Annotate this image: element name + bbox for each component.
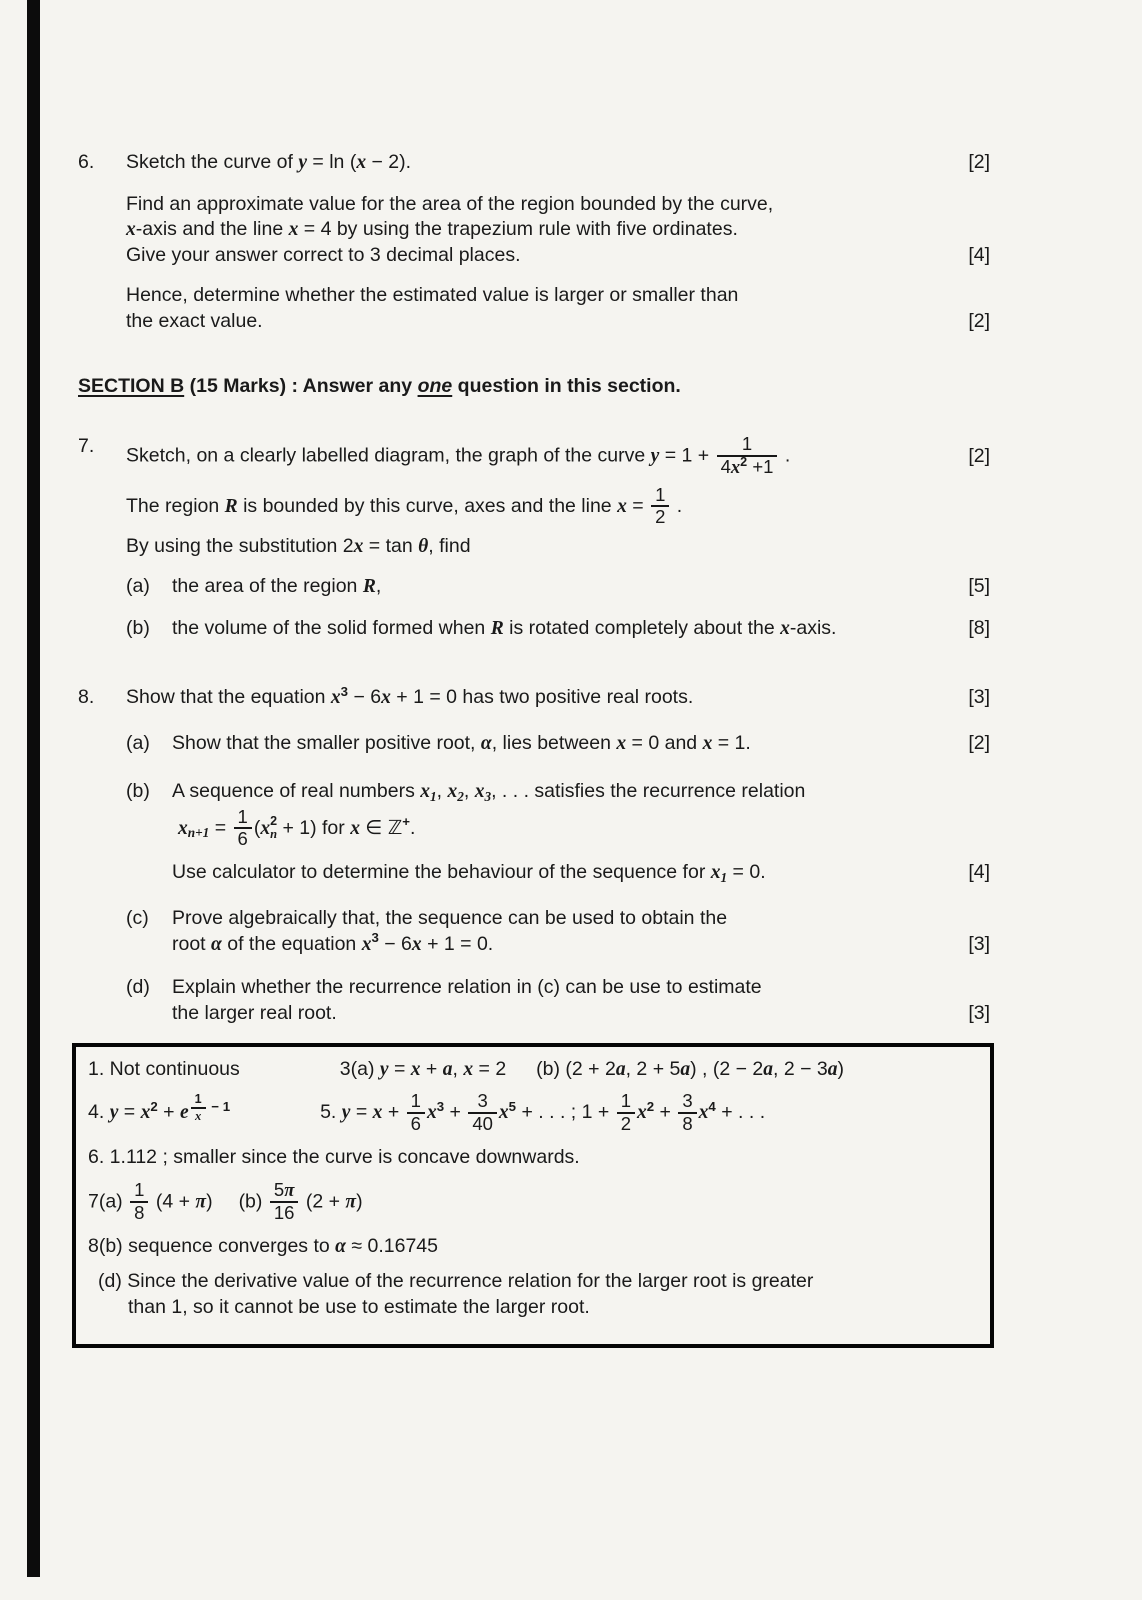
- answer-row-2: 4. $y = x^2 + e$ $^{\frac{1}{x} - 1}$ 5. y = x + $\frac{1}{6}$ $x^3$ + $\frac{3}{40}$ $x^5$ + . . . ; 1 + $\frac{1}{2}$ $x^2$ + $\frac{3}{8}$ $x^4$ + . . .: [88, 1090, 766, 1135]
- question-8d-label: (d): [126, 976, 150, 999]
- question-6-para1: [126, 192, 990, 269]
- question-8c: [126, 906, 990, 957]
- question-6-marks: [2]: [968, 151, 990, 173]
- question-8b-label: (b): [126, 779, 150, 802]
- question-8b-use-marks: [4]: [968, 861, 990, 884]
- question-8c-text: Prove algebraically that, the sequence can be used to obtain the root α of the equation $x^3 - 6x + 1 = 0$.: [172, 906, 728, 955]
- question-8b-intro: A sequence of real numbers x1, x2, x3, . . . satisfies the recurrence relation: [172, 779, 806, 804]
- question-8b: [126, 779, 990, 886]
- question-7b-text: the volume of the solid formed when R is rotated completely about the x-axis.: [172, 616, 837, 639]
- answer-row-1: 1. Not continuous 3(a) y = x + a, x = 2 (b) (2 + 2a, 2 + 5a) , (2 − 2a, 2 − 3a): [88, 1057, 844, 1080]
- question-7b-marks: [8]: [968, 616, 990, 639]
- question-8c-marks: [3]: [968, 932, 990, 955]
- question-7b: [126, 616, 990, 642]
- question-6-line1: [78, 150, 990, 176]
- question-7-line2: [126, 485, 990, 529]
- question-7a-text: the area of the region R,: [172, 574, 382, 597]
- answer-row-3: 6. 1.112 ; smaller since the curve is concave downwards.: [88, 1145, 580, 1168]
- question-6-para2-marks: [2]: [968, 309, 990, 332]
- question-8b-formula: xn+1 = $\frac{1}{6}$ (x 2 n + 1) for x ∈ ℤ+.: [178, 805, 416, 850]
- question-8d-text: Explain whether the recurrence relation in (c) can be use to estimate the larger real root.: [172, 976, 762, 1024]
- question-7a-marks: [5]: [968, 574, 990, 597]
- question-8a-marks: [2]: [968, 732, 990, 755]
- question-8a-text: Show that the smaller positive root, α, lies between x = 0 and x = 1.: [172, 732, 751, 755]
- answer-row-6: (d) Since the derivative value of the recurrence relation for the larger root is greater than 1, so it cannot be use to estimate the larger root.: [98, 1269, 814, 1318]
- question-8d: [126, 975, 990, 1026]
- question-8a: [126, 731, 990, 757]
- question-7-line3-text: By using the substitution 2x = tan θ, find: [126, 535, 471, 558]
- section-b-heading: SECTION B (15 Marks) : Answer any one question in this section.: [78, 375, 681, 398]
- answers-box: [72, 1043, 994, 1349]
- question-8b-body: [172, 779, 990, 886]
- question-6-para2: [126, 283, 990, 334]
- question-7b-label: (b): [126, 616, 150, 639]
- question-6-text: Sketch the curve of y = ln (x − 2).: [126, 151, 412, 173]
- page-content: [78, 150, 990, 1348]
- scan-edge-bar: [27, 0, 40, 1577]
- question-8b-use: [172, 860, 990, 886]
- question-8c-label: (c): [126, 906, 149, 929]
- question-7-line1: [78, 434, 990, 479]
- question-6-para1-text: Find an approximate value for the area of the region bounded by the curve, x-axis and the line x = 4 by using the trapezium rule with five ordinates. Give your answer correct to 3 decimal places.: [126, 192, 774, 267]
- question-7-text: Sketch, on a clearly labelled diagram, the graph of the curve y = 1 + $\frac{1}{4x^2 +1}$ .: [126, 433, 791, 478]
- answer-row-4: 7(a) $\frac{1}{8}$ (4 + π) (b) $\frac{5\pi}{16}$ (2 + π): [88, 1178, 363, 1224]
- question-7-marks: [2]: [968, 444, 990, 467]
- question-8b-use-text: Use calculator to determine the behaviour of the sequence for x1 = 0.: [172, 861, 766, 885]
- question-7-number: 7.: [78, 435, 95, 458]
- question-7-line2-text: The region R is bounded by this curve, axes and the line x = $\frac{1}{2}$ .: [126, 483, 683, 528]
- question-8-text: Show that the equation $x^3 - 6x + 1 = 0$ has two positive real roots.: [126, 684, 694, 709]
- question-6-number: 6.: [78, 151, 95, 173]
- question-7-line3: [126, 534, 990, 560]
- question-8a-label: (a): [126, 732, 150, 755]
- question-7a-label: (a): [126, 574, 150, 597]
- question-8d-marks: [3]: [968, 1001, 990, 1024]
- question-6-para1-marks: [4]: [968, 244, 990, 267]
- answer-row-5: 8(b) sequence converges to α ≈ 0.16745: [88, 1235, 438, 1258]
- question-8-line1: [78, 685, 990, 711]
- question-8-number: 8.: [78, 686, 95, 709]
- question-7a: [126, 574, 990, 600]
- question-6-para2-text: Hence, determine whether the estimated value is larger or smaller than the exact value.: [126, 283, 739, 332]
- question-8-marks: [3]: [968, 686, 990, 709]
